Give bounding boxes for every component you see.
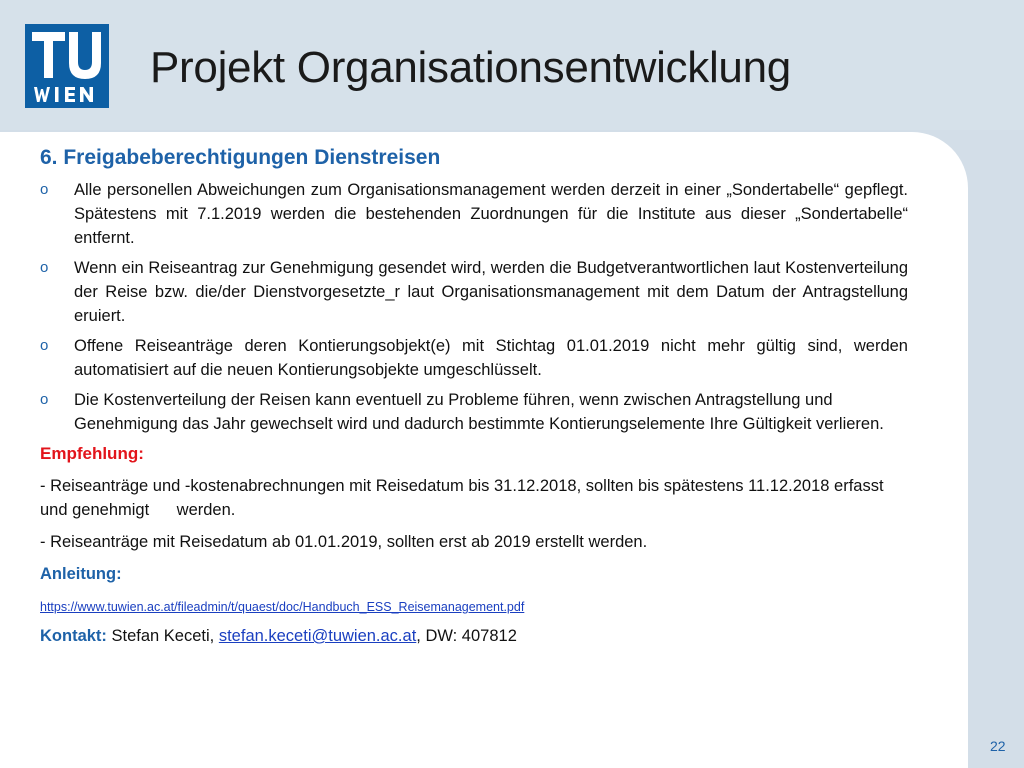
tu-wien-logo <box>25 24 109 108</box>
recommendation-line: - Reiseanträge mit Reisedatum ab 01.01.2019, sollten erst ab 2019 erstellt werden. <box>40 533 648 551</box>
bullet-circle-icon: o <box>40 337 49 354</box>
slide-title: Projekt Organisationsentwicklung <box>150 43 791 92</box>
contact-email-link[interactable]: stefan.keceti@tuwien.ac.at <box>218 627 417 645</box>
bullet-circle-icon: o <box>40 181 49 198</box>
recommendation-heading: Empfehlung: <box>40 444 144 463</box>
bullet-text: Wenn ein Reiseantrag zur Genehmigung gesendet wird, werden die Budgetverantwortlichen laut Kostenverteilung der Reise bzw. die/der Dienstvorgesetzte_r laut Organisationsmanagement mit dem Datum der Antragstellung eruiert. <box>74 259 908 325</box>
slide-content <box>40 144 908 656</box>
tu-wien-logo-icon <box>25 24 109 108</box>
contact-label: Kontakt: <box>40 627 107 645</box>
contact-phone: , DW: 407812 <box>416 627 517 645</box>
list-item <box>40 178 908 250</box>
list-item <box>40 334 908 382</box>
bullet-text: Die Kostenverteilung der Reisen kann eventuell zu Probleme führen, wenn zwischen Antragstellung und Genehmigung das Jahr gewechselt wird und dadurch bestimmte Kontierungselemente Ihre Gültigkeit verlieren. <box>74 391 884 433</box>
contact-name: Stefan Keceti, <box>111 627 215 645</box>
list-item <box>40 256 908 328</box>
list-item <box>40 388 908 436</box>
bullet-list <box>40 178 908 436</box>
handbook-link[interactable]: https://www.tuwien.ac.at/fileadmin/t/quaest/doc/Handbuch_ESS_Reisemanagement.pdf <box>40 600 525 614</box>
bullet-text: Alle personellen Abweichungen zum Organisationsmanagement werden derzeit in einer „Sondertabelle“ gepflegt. Spätestens mit 7.1.2019 werden die bestehenden Zuordnungen für die Institute aus dieser „Sondertabelle“ entfernt. <box>74 181 908 247</box>
recommendation-line: - Reiseanträge und -kostenabrechnungen mit Reisedatum bis 31.12.2018, sollten bis spätestens 11.12.2018 erfasst und genehmigt werden. <box>40 477 889 519</box>
section-heading: 6. Freigabeberechtigungen Dienstreisen <box>40 146 441 169</box>
page-number: 22 <box>990 738 1006 754</box>
contact-line <box>40 624 908 648</box>
bullet-circle-icon: o <box>40 259 49 276</box>
guide-heading: Anleitung: <box>40 565 122 583</box>
bullet-text: Offene Reiseanträge deren Kontierungsobjekt(e) mit Stichtag 01.01.2019 nicht mehr gültig sind, werden automatisiert auf die neuen Kontierungsobjekte umgeschlüsselt. <box>74 337 908 379</box>
bullet-circle-icon: o <box>40 391 49 408</box>
